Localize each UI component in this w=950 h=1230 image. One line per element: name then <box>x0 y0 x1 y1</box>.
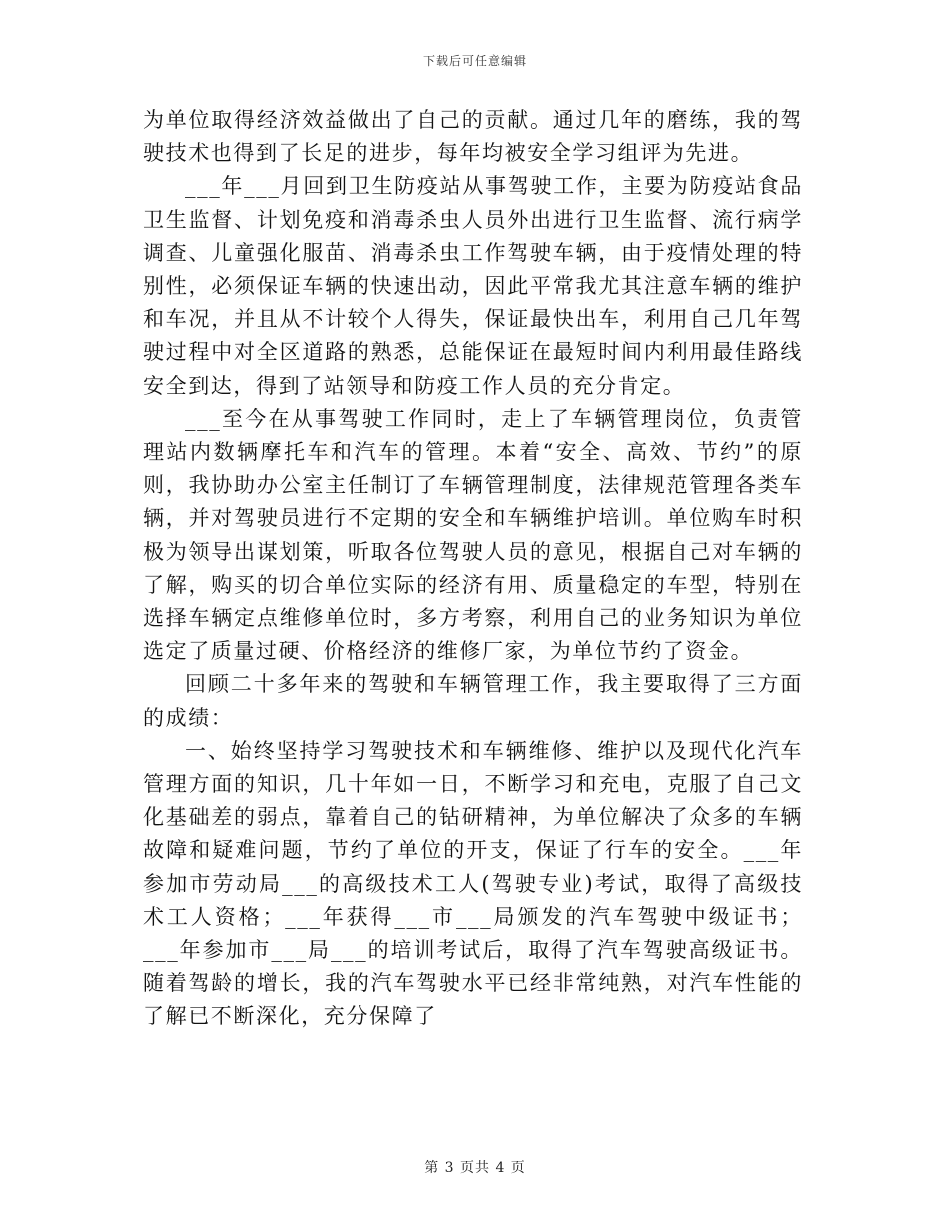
paragraph-review: 回顾二十多年来的驾驶和车辆管理工作，我主要取得了三方面的成绩： <box>143 672 803 730</box>
paragraph-epidemic-station: ___年___月回到卫生防疫站从事驾驶工作，主要为防疫站食品卫生监督、计划免疫和消毒杀虫人员外出进行卫生监督、流行病学调查、儿童强化服苗、消毒杀虫工作驾驶车辆，由于疫情处理的特别性，必须保证车辆的快速出动，因此平常我尤其注意车辆的维护和车况，并且从不计较个人得失，保证最快出车，利用自己几年驾驶过程中对全区道路的熟悉，总能保证在最短时间内利用最佳路线安全到达，得到了站领导和防疫工作人员的充分肯定。 <box>143 174 803 398</box>
page-number: 第 3 页共 4 页 <box>424 1160 526 1176</box>
page-header: 下载后可任意编辑 <box>422 54 527 68</box>
paragraph-vehicle-management: ___至今在从事驾驶工作同时，走上了车辆管理岗位，负责管理站内数辆摩托车和汽车的管理。本着“安全、高效、节约”的原则，我协助办公室主任制订了车辆管理制度，法律规范管理各类车辆，并对驾驶员进行不定期的安全和车辆维护培训。单位购车时积极为领导出谋划策，听取各位驾驶人员的意见，根据自己对车辆的了解，购买的切合单位实际的经济有用、质量稳定的车型，特别在选择车辆定点维修单位时，多方考察，利用自己的业务知识为单位选定了质量过硬、价格经济的维修厂家，为单位节约了资金。 <box>143 406 803 664</box>
paragraph-continuation: 为单位取得经济效益做出了自己的贡献。通过几年的磨练，我的驾驶技术也得到了长足的进步，每年均被安全学习组评为先进。 <box>143 108 803 166</box>
paragraph-achievement-one: 一、始终坚持学习驾驶技术和车辆维修、维护以及现代化汽车管理方面的知识，几十年如一日，不断学习和充电，克服了自己文化基础差的弱点，靠着自己的钻研精神，为单位解决了众多的车辆故障和疑难问题，节约了单位的开支，保证了行车的安全。___年参加市劳动局___的高级技术工人(驾驶专业)考试，取得了高级技术工人资格；___年获得___市___局颁发的汽车驾驶中级证书；___年参加市___局___的培训考试后，取得了汽车驾驶高级证书。随着驾龄的增长，我的汽车驾驶水平已经非常纯熟，对汽车性能的了解已不断深化，充分保障了 <box>143 738 803 1029</box>
document-body <box>143 104 803 1034</box>
